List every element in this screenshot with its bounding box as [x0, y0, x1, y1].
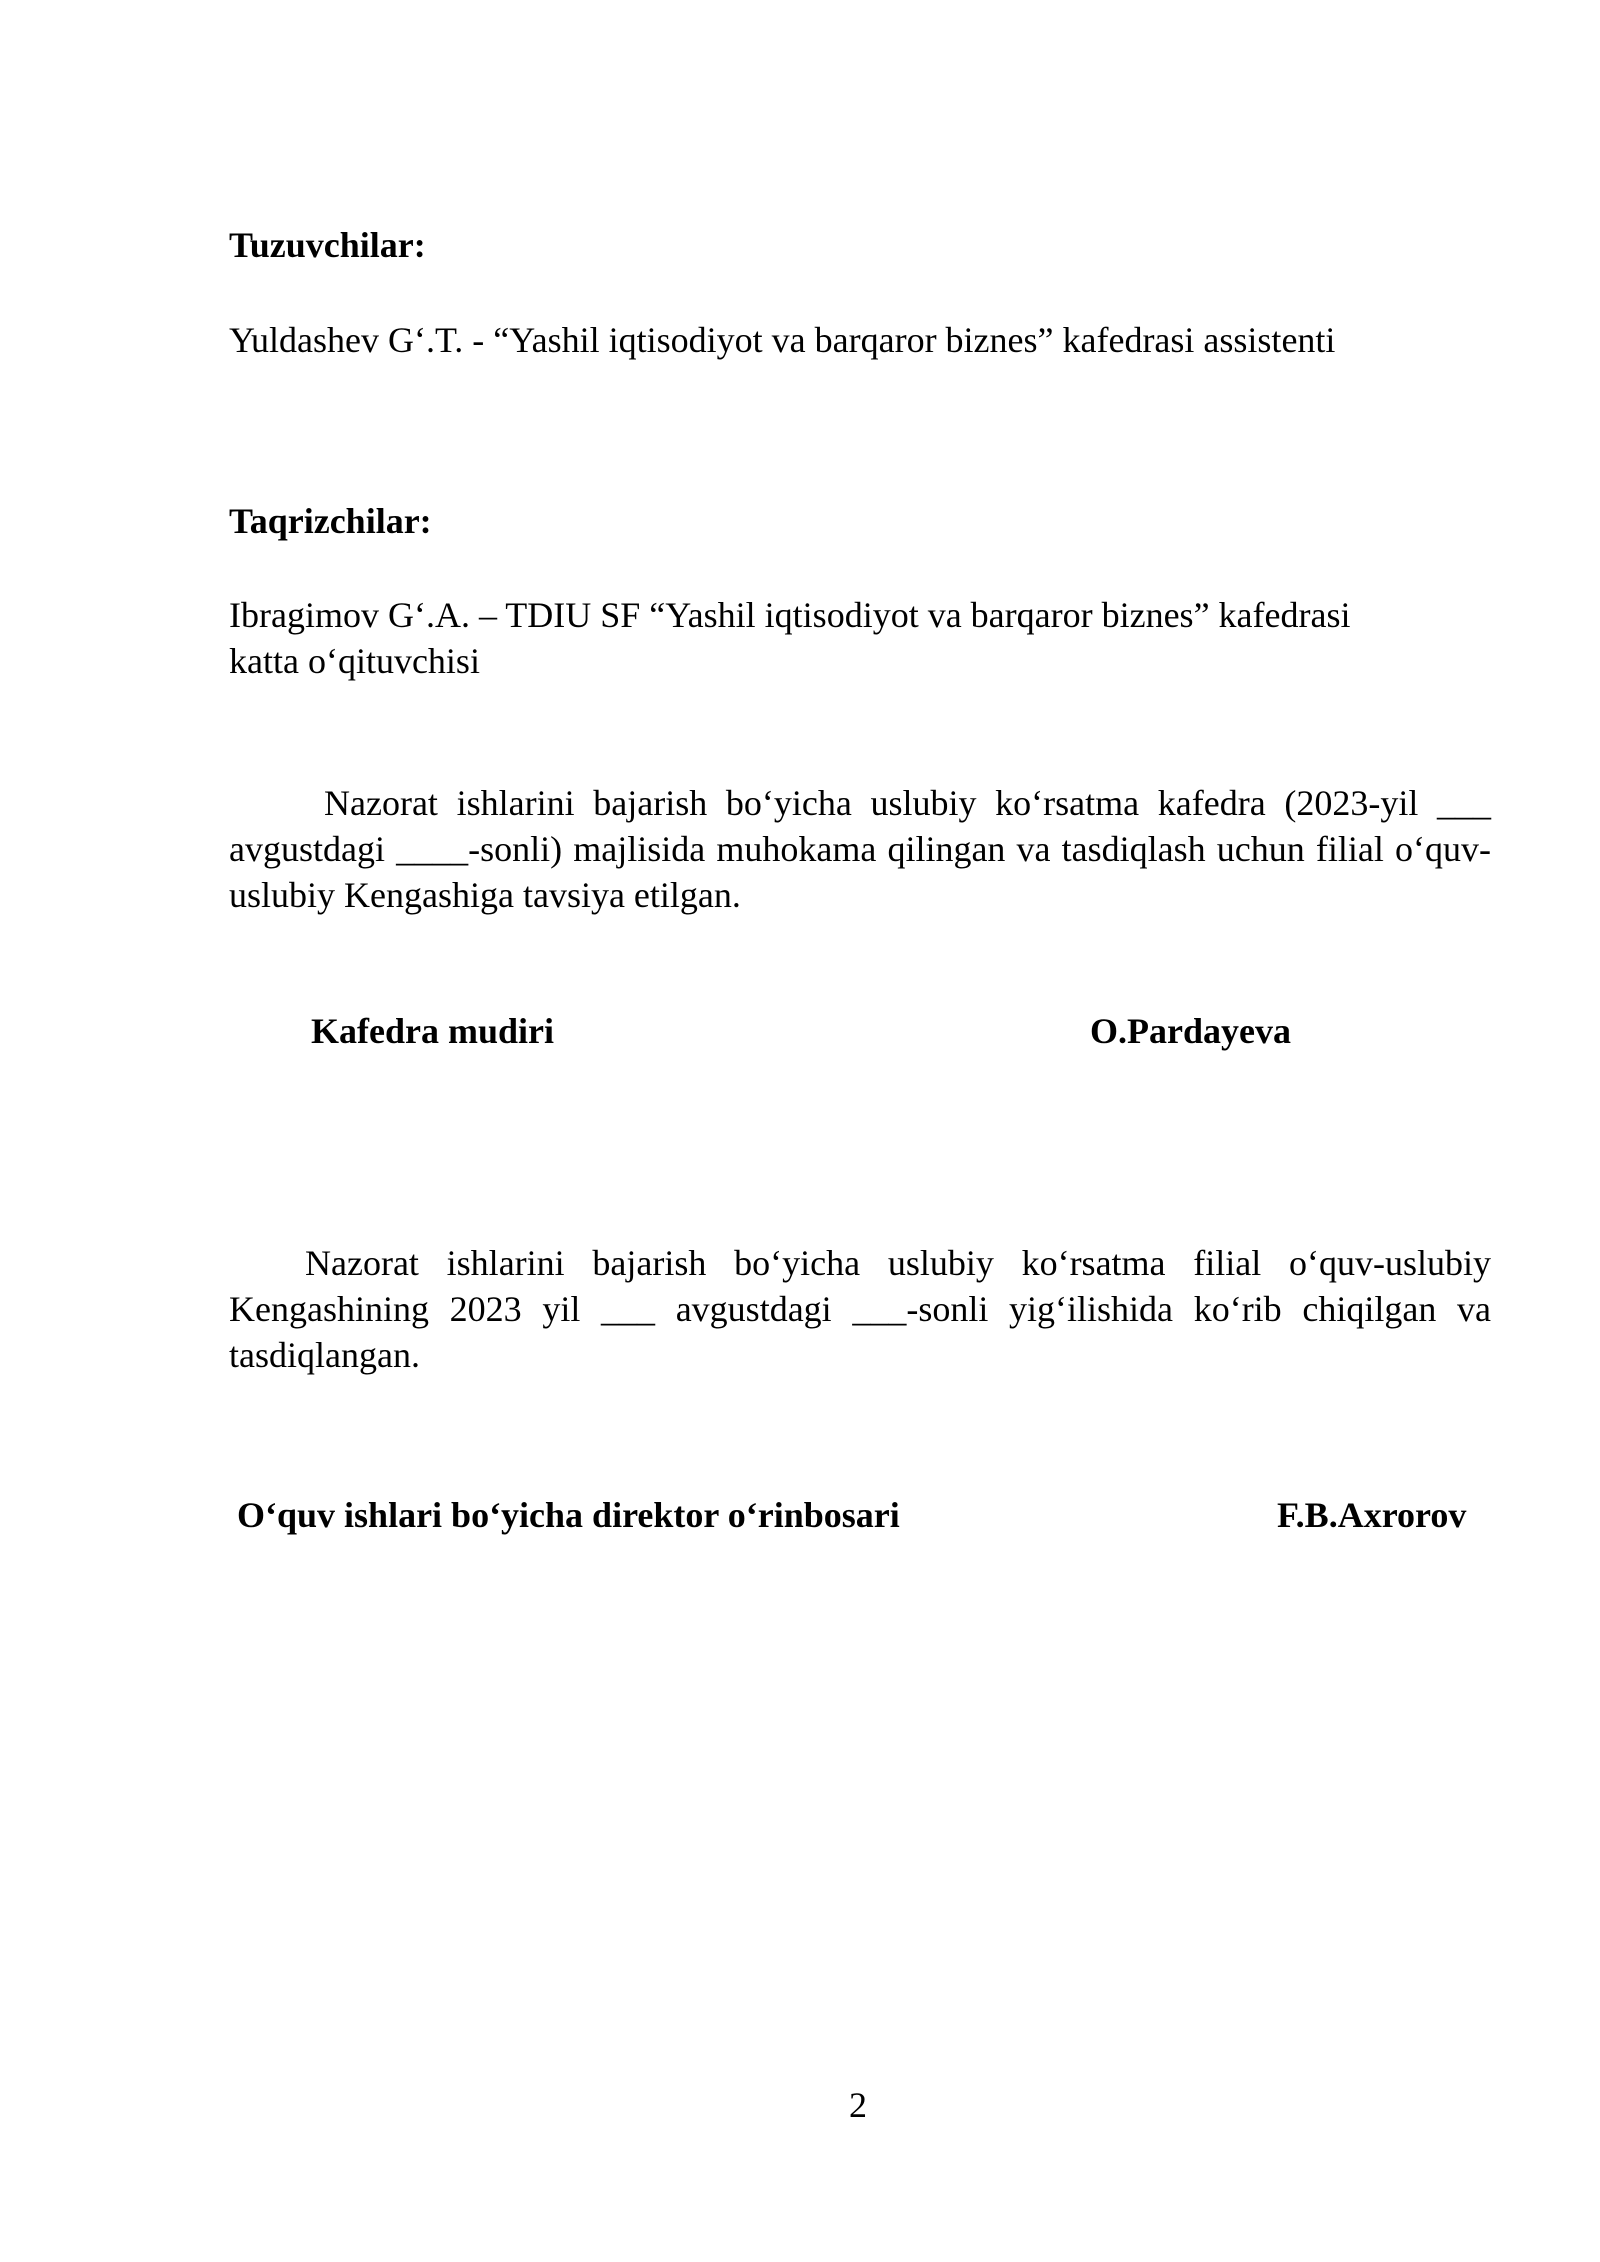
page-number: 2: [849, 2085, 867, 2125]
department-approval-text: Nazorat ishlarini bajarish bo‘yicha uslubiy ko‘rsatma kafedra (2023-yil ___ avgustdagi ____-sonli) majlisida muhokama qilingan va tasdiqlash uchun filial o‘quv-uslubiy Kengashiga tavsiya etilgan.: [229, 783, 1491, 915]
council-signer-name: F.B.Axrorov: [1277, 1495, 1467, 1535]
compiler-entry: Yuldashev G‘.T. - “Yashil iqtisodiyot va barqaror biznes” kafedrasi assistenti: [229, 320, 1336, 360]
council-signer-title: O‘quv ishlari bo‘yicha direktor o‘rinbosari: [237, 1495, 900, 1535]
department-signer-title: Kafedra mudiri: [311, 1011, 554, 1051]
department-signer-name: O.Pardayeva: [1090, 1011, 1291, 1051]
reviewer-entry-line-1: Ibragimov G‘.A. – TDIU SF “Yashil iqtisodiyot va barqaror biznes” kafedrasi: [229, 595, 1351, 635]
reviewer-entry-line-2: katta o‘qituvchisi: [229, 641, 480, 681]
council-approval-text: Nazorat ishlarini bajarish bo‘yicha uslubiy ko‘rsatma filial o‘quv-uslubiy Kengashining 2023 yil ___ avgustdagi ___-sonli yig‘ilishida ko‘rib chiqilgan va tasdiqlangan.: [229, 1243, 1491, 1375]
reviewer-entry: [229, 592, 1491, 684]
reviewers-heading: Taqrizchilar:: [229, 501, 432, 541]
compilers-heading: Tuzuvchilar:: [229, 225, 426, 265]
